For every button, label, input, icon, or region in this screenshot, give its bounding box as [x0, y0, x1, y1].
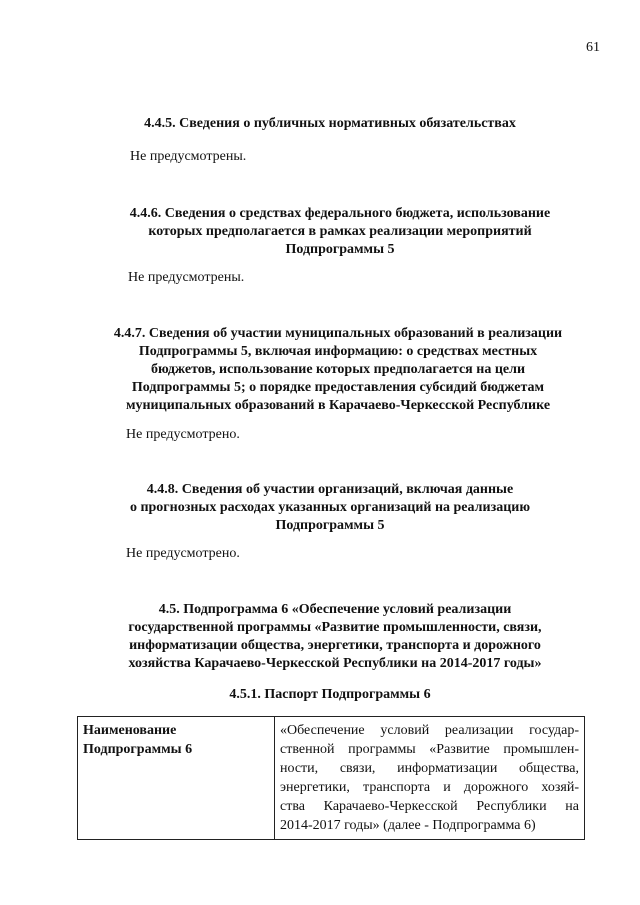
field-value-line: ности, связи, информатизации общества, [280, 761, 579, 776]
heading-4-4-6 [100, 205, 580, 259]
heading-line: бюджетов, использование которых предполагается на цели [150, 362, 526, 377]
passport-field-value [275, 717, 585, 840]
field-value-line: ства Карачаево-Черкесской Республики на [280, 799, 579, 814]
heading-line: которых предполагается в рамках реализации мероприятий [148, 224, 532, 239]
heading-line: о прогнозных расходах указанных организаций на реализацию [129, 500, 531, 515]
field-value-line: «Обеспечение условий реализации государ- [280, 723, 579, 738]
heading-line: Подпрограммы 5; о порядке предоставления субсидий бюджетам [131, 380, 545, 395]
section-4-4-5-body: Не предусмотрены. [130, 149, 247, 164]
field-value-line: энергетики, транспорта и дорожного хозяй- [280, 780, 579, 795]
heading-line: Подпрограммы 5 [285, 242, 395, 257]
heading-line: 4.4.7. Сведения об участии муниципальных образований в реализации [113, 326, 563, 341]
field-value-line: 2014-2017 годы» (далее - Подпрограмма 6) [280, 818, 536, 833]
heading-4-4-5 [100, 115, 560, 133]
heading-line: хозяйства Карачаево-Черкесской Республики на 2014-2017 годы» [128, 656, 542, 671]
heading-4-5 [90, 601, 580, 673]
heading-line: информатизации общества, энергетики, транспорта и дорожного [129, 638, 541, 653]
heading-4-4-7 [88, 325, 588, 415]
heading-line: Подпрограммы 5, включая информацию: о средствах местных [138, 344, 538, 359]
table-row [78, 717, 585, 840]
heading-line: муниципальных образований в Карачаево-Черкесской Республике [125, 398, 551, 413]
heading-4-4-8 [100, 481, 560, 535]
heading-4-5-1 [180, 686, 480, 704]
section-4-4-6-body: Не предусмотрены. [128, 270, 245, 285]
page-number: 61 [586, 40, 600, 55]
heading-line: 4.5.1. Паспорт Подпрограммы 6 [229, 687, 431, 702]
heading-line: 4.4.6. Сведения о средствах федерального бюджета, использование [129, 206, 551, 221]
field-value-line: ственной программы «Развитие промышлен- [280, 742, 579, 757]
passport-table [77, 716, 585, 840]
heading-line: 4.5. Подпрограмма 6 «Обеспечение условий реализации [158, 602, 512, 617]
heading-line: 4.4.8. Сведения об участии организаций, включая данные [146, 482, 514, 497]
passport-field-name [78, 717, 275, 840]
heading-line: государственной программы «Развитие промышленности, связи, [128, 620, 542, 635]
field-name-line: Подпрограммы 6 [83, 742, 193, 757]
section-4-4-7-body: Не предусмотрено. [126, 427, 240, 442]
heading-line: Подпрограммы 5 [275, 518, 385, 533]
section-4-4-8-body: Не предусмотрено. [126, 546, 240, 561]
field-name-line: Наименование [83, 723, 177, 738]
heading-line: 4.4.5. Сведения о публичных нормативных обязательствах [144, 116, 516, 131]
